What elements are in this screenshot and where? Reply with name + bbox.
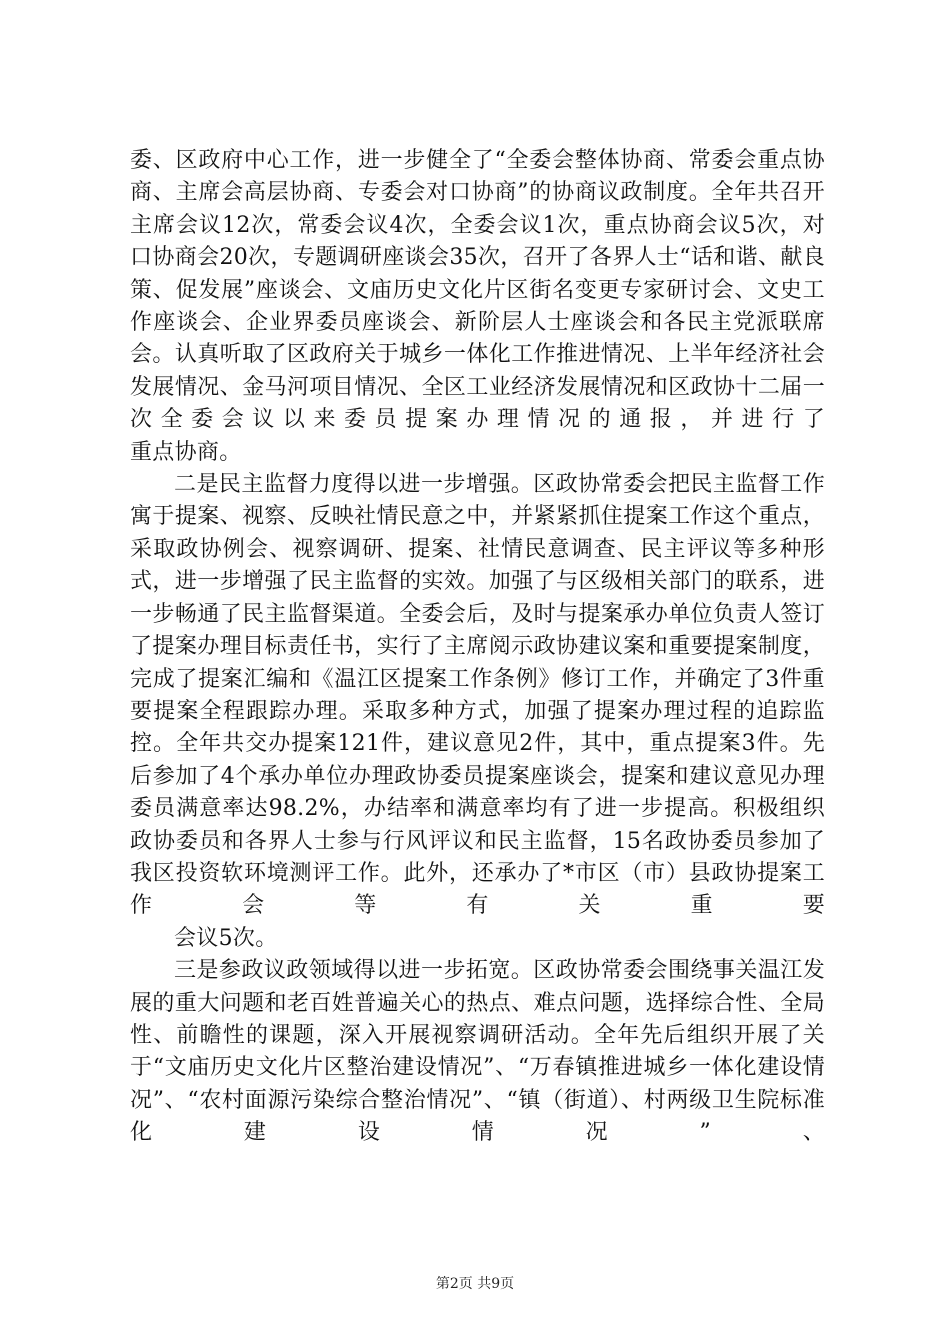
paragraph-2 bbox=[130, 469, 825, 955]
paragraph-2-text: 二是民主监督力度得以进一步增强。区政协常委会把民主监督工作寓于提案、视察、反映社情民意之中，并紧紧抓住提案工作这个重点，采取政协例会、视察调研、提案、社情民意调查、民主评议等多种形式，进一步增强了民主监督的实效。加强了与区级相关部门的联系，进一步畅通了民主监督渠道。全委会后，及时与提案承办单位负责人签订了提案办理目标责任书，实行了主席阅示政协建议案和重要提案制度，完成了提案汇编和《温江区提案工作条例》修订工作，并确定了3件重要提案全程跟踪办理。采取多种方式，加强了提案办理过程的追踪监控。全年共交办提案121件，建议意见2件，其中，重点提案3件。先后参加了4个承办单位办理政协委员提案座谈会，提案和建议意见办理委员满意率达98.2%，办结率和满意率均有了进一步提高。积极组织政协委员和各界人士参与行风评议和民主监督，15名政协委员参加了我区投资软环境测评工作。此外，还承办了*市区（市）县政协提案工作会等有关重要 bbox=[130, 472, 825, 919]
paragraph-1-text: 委、区政府中心工作，进一步健全了“全委会整体协商、常委会重点协商、主席会高层协商、专委会对口协商”的协商议政制度。全年共召开主席会议12次，常委会议4次，全委会议1次，重点协商会议5次，对口协商会20次，专题调研座谈会35次，召开了各界人士“话和谐、献良策、促发展”座谈会、文庙历史文化片区街名变更专家研讨会、文史工作座谈会、企业界委员座谈会、新阶层人士座谈会和各民主党派联席会。认真听取了区政府关于城乡一体化工作推进情况、上半年经济社会发展情况、金马河项目情况、全区工业经济发展情况和区政协十二届一次全委会议以来委员提案办理情况的通报，并进行了 bbox=[130, 148, 825, 433]
paragraph-1-last-line: 重点协商。 bbox=[130, 439, 242, 465]
document-body bbox=[130, 145, 825, 1150]
paragraph-1 bbox=[130, 145, 825, 469]
paragraph-3 bbox=[130, 955, 825, 1149]
page-footer bbox=[0, 1273, 950, 1293]
paragraph-2-last-line: 会议5次。 bbox=[174, 925, 278, 951]
page-number-label: 第2页 共9页 bbox=[435, 1276, 515, 1292]
paragraph-3-text: 三是参政议政领域得以进一步拓宽。区政协常委会围绕事关温江发展的重大问题和老百姓普遍关心的热点、难点问题，选择综合性、全局性、前瞻性的课题，深入开展视察调研活动。全年先后组织开展了关于“文庙历史文化片区整治建设情况”、“万春镇推进城乡一体化建设情况”、“农村面源污染综合整治情况”、“镇（街道）、村两级卫生院标准化建设情况”、 bbox=[130, 958, 825, 1146]
